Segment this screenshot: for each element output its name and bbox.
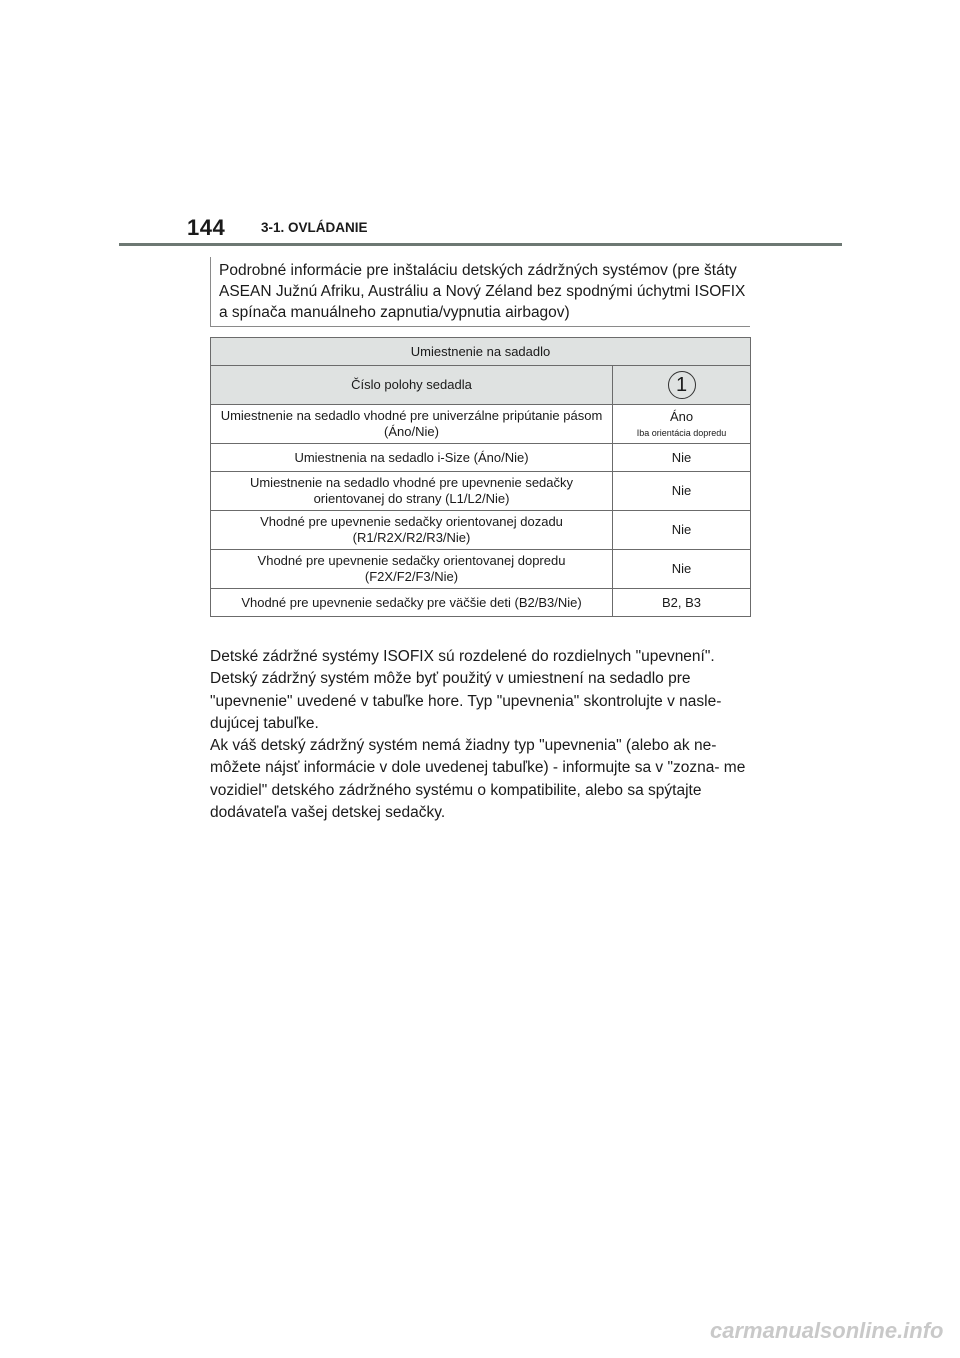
row-label: Vhodné pre upevnenie sedačky orientovanej dopredu (F2X/F2/F3/Nie) — [211, 550, 613, 589]
table-row — [211, 405, 751, 444]
table-caption: Podrobné informácie pre inštaláciu detských zádržných systémov (pre štáty ASEAN Južnú Afriku, Austráliu a Nový Zéland bez spodnými úchytmi ISOFIX a spínača manuálneho zapnutia/vypnutia airbagov) — [210, 257, 750, 327]
table-header-row — [211, 338, 751, 366]
table-header-cell: Umiestnenie na sadadlo — [211, 338, 751, 366]
body-text — [210, 646, 750, 824]
row-value: Nie — [613, 472, 751, 511]
row-value — [613, 405, 751, 444]
row-label: Umiestnenie na sedadlo vhodné pre univerzálne pripútanie pásom (Áno/Nie) — [211, 405, 613, 444]
row-label: Vhodné pre upevnenie sedačky orientovanej dozadu (R1/R2X/R2/R3/Nie) — [211, 511, 613, 550]
page-number: 144 — [187, 215, 226, 240]
paragraph: Detské zádržné systémy ISOFIX sú rozdelené do rozdielnych "upevnení". Detský zádržný systém môže byť použitý v umiestnení na sedadlo pre "upevnenie" uvedené v tabuľke hore. Typ "upevnenia" skontrolujte v nasle- dujúcej tabuľke. — [210, 648, 722, 732]
row-value: Nie — [613, 511, 751, 550]
table-row — [211, 550, 751, 589]
table-row — [211, 589, 751, 617]
table-row — [211, 444, 751, 472]
row-value: Nie — [613, 550, 751, 589]
header-divider — [119, 243, 842, 246]
row-label: Vhodné pre upevnenie sedačky pre väčšie deti (B2/B3/Nie) — [211, 589, 613, 617]
row-value: B2, B3 — [613, 589, 751, 617]
row-value: Nie — [613, 444, 751, 472]
table-row — [211, 472, 751, 511]
row-label: Umiestnenie na sedadlo vhodné pre upevnenie sedačky orientovanej do strany (L1/L2/Nie) — [211, 472, 613, 511]
watermark-logo: carmanualsonline.info — [710, 1318, 944, 1343]
seat-position-row — [211, 366, 751, 405]
seat-number-circle: 1 — [668, 371, 696, 399]
table-row — [211, 511, 751, 550]
seat-position-cell — [613, 366, 751, 405]
row-label: Umiestnenia na sedadlo i-Size (Áno/Nie) — [211, 444, 613, 472]
row-value-note: Iba orientácia dopredu — [636, 428, 727, 438]
row-value-text: Áno — [669, 409, 694, 424]
paragraph: Ak váš detský zádržný systém nemá žiadny typ "upevnenia" (alebo ak ne- môžete nájsť informácie v dole uvedenej tabuľke) - informujte sa v "zozna- me vozidiel" detského zádržného systému o kompatibilite, alebo sa spýtajte dodávateľa vašej detskej sedačky. — [210, 737, 746, 822]
seat-compatibility-table — [210, 337, 751, 617]
seat-position-label: Číslo polohy sedadla — [211, 366, 613, 405]
section-title: 3-1. OVLÁDANIE — [261, 220, 368, 235]
